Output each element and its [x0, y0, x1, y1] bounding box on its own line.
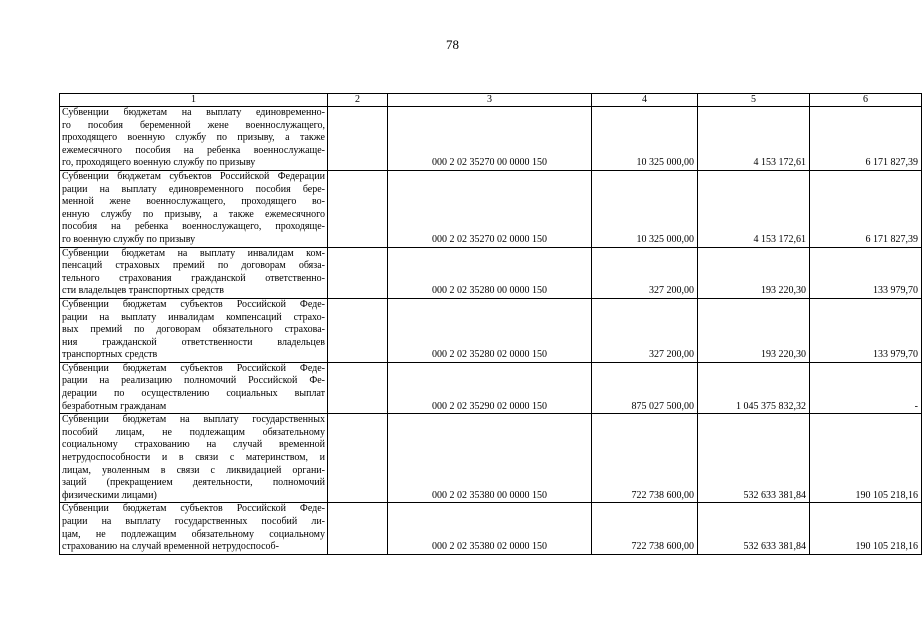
row-description [60, 247, 328, 298]
row-col-5-amount: 193 220,30 [698, 247, 810, 298]
row-col-5-amount: 1 045 375 832,32 [698, 362, 810, 413]
description-line: безработным гражданам [62, 400, 167, 412]
description-line: рации на реализацию полномочий Российской Фе- [62, 375, 325, 387]
description-line: пособия на ребенка военнослужащего, проходяще- [62, 221, 325, 233]
header-col-3: 3 [388, 94, 592, 107]
page-number: 78 [446, 37, 459, 52]
table-row [60, 107, 922, 171]
description-line: вых премий по договорам обязательного страхова- [62, 324, 325, 336]
description-line: заций (прекращением деятельности, полномочий [62, 477, 325, 489]
description-line: тельного страхования гражданской ответственно- [62, 272, 325, 284]
row-col-5-amount: 4 153 172,61 [698, 107, 810, 171]
row-col-2 [328, 503, 388, 554]
row-description [60, 170, 328, 247]
row-budget-code: 000 2 02 35280 02 0000 150 [388, 298, 592, 362]
row-description [60, 298, 328, 362]
description-line: Субвенции бюджетам на выплату государственных [62, 414, 325, 426]
row-col-6-amount: 190 105 218,16 [810, 414, 922, 503]
row-budget-code: 000 2 02 35380 02 0000 150 [388, 503, 592, 554]
row-col-2 [328, 362, 388, 413]
description-line: Субвенции бюджетам на выплату инвалидам ком- [62, 247, 325, 259]
row-col-4-amount: 327 200,00 [592, 247, 698, 298]
description-line: Субвенции бюджетам субъектов Российской Феде- [62, 503, 325, 515]
description-line: менной жене военнослужащего, проходящего во- [62, 196, 325, 208]
description-line: рации на выплату государственных пособий ли- [62, 516, 325, 527]
row-description [60, 107, 328, 171]
description-line: нетрудоспособности и в связи с материнством, и [62, 452, 325, 464]
table-header-row [60, 94, 922, 107]
row-budget-code: 000 2 02 35270 00 0000 150 [388, 107, 592, 171]
row-col-4-amount: 10 325 000,00 [592, 107, 698, 171]
header-col-2: 2 [328, 94, 388, 107]
row-col-5-amount: 4 153 172,61 [698, 170, 810, 247]
header-col-4: 4 [592, 94, 698, 107]
row-description [60, 414, 328, 503]
row-budget-code: 000 2 02 35270 02 0000 150 [388, 170, 592, 247]
row-budget-code: 000 2 02 35380 00 0000 150 [388, 414, 592, 503]
description-line: цам, не подлежащим обязательному социальному [62, 528, 325, 540]
table-row [60, 362, 922, 413]
row-col-6-amount: 6 171 827,39 [810, 170, 922, 247]
header-col-5: 5 [698, 94, 810, 107]
budget-table [59, 93, 922, 555]
row-col-4-amount: 327 200,00 [592, 298, 698, 362]
header-col-1: 1 [60, 94, 328, 107]
description-line: страхованию на случай временной нетрудоспособ- [62, 541, 279, 553]
row-col-2 [328, 414, 388, 503]
row-col-4-amount: 875 027 500,00 [592, 362, 698, 413]
description-line: пособий лицам, не подлежащим обязательному [62, 426, 325, 438]
description-line: рации на выплату инвалидам компенсаций страхо- [62, 311, 325, 323]
table-row [60, 247, 922, 298]
row-col-6-amount: 6 171 827,39 [810, 107, 922, 171]
description-line: ежемесячного пособия на ребенка военнослужаще- [62, 144, 325, 156]
table-body [60, 94, 922, 555]
description-line: транспортных средств [62, 349, 158, 361]
description-line: го военную службу по призыву [62, 233, 196, 245]
row-col-6-amount: 190 105 218,16 [810, 503, 922, 554]
row-col-2 [328, 247, 388, 298]
row-col-2 [328, 170, 388, 247]
description-line: го пособия беременной жене военнослужащего, [62, 119, 325, 131]
row-col-2 [328, 298, 388, 362]
description-line: Субвенции бюджетам субъектов Российской Феде- [62, 298, 325, 310]
row-col-4-amount: 722 738 600,00 [592, 414, 698, 503]
description-line: ния гражданской ответственности владельцев [62, 336, 325, 348]
row-col-6-amount: - [810, 362, 922, 413]
row-col-6-amount: 133 979,70 [810, 247, 922, 298]
description-line: Субвенции бюджетам субъектов Российской Феде- [62, 362, 325, 374]
description-line: лицам, уволенным в связи с ликвидацией органи- [62, 464, 325, 476]
description-line: пенсаций страховых премий по договорам обяза- [62, 260, 325, 272]
row-budget-code: 000 2 02 35290 02 0000 150 [388, 362, 592, 413]
table-row [60, 298, 922, 362]
description-line: рации на выплату единовременного пособия бере- [62, 183, 325, 195]
row-col-2 [328, 107, 388, 171]
row-description [60, 362, 328, 413]
description-line: дерации по осуществлению социальных выплат [62, 388, 325, 400]
row-col-5-amount: 532 633 381,84 [698, 503, 810, 554]
description-line: физическими лицами) [62, 489, 157, 501]
row-description [60, 503, 328, 554]
row-col-4-amount: 722 738 600,00 [592, 503, 698, 554]
description-line: Субвенции бюджетам на выплату единовременно- [62, 107, 325, 118]
row-col-5-amount: 193 220,30 [698, 298, 810, 362]
table-row [60, 414, 922, 503]
description-line: проходящего военную службу по призыву, а также [62, 132, 325, 144]
table-row [60, 503, 922, 554]
description-line: социальному страхованию на случай временной [62, 439, 325, 451]
row-col-4-amount: 10 325 000,00 [592, 170, 698, 247]
description-line: Субвенции бюджетам субъектов Российской Федерации [62, 170, 325, 182]
description-line: сти владельцев транспортных средств [62, 285, 225, 297]
table-row [60, 170, 922, 247]
description-line: го, проходящего военную службу по призыву [62, 157, 256, 169]
row-budget-code: 000 2 02 35280 00 0000 150 [388, 247, 592, 298]
row-col-6-amount: 133 979,70 [810, 298, 922, 362]
header-col-6: 6 [810, 94, 922, 107]
row-col-5-amount: 532 633 381,84 [698, 414, 810, 503]
description-line: енную службу по призыву, а также ежемесячного [62, 208, 325, 220]
